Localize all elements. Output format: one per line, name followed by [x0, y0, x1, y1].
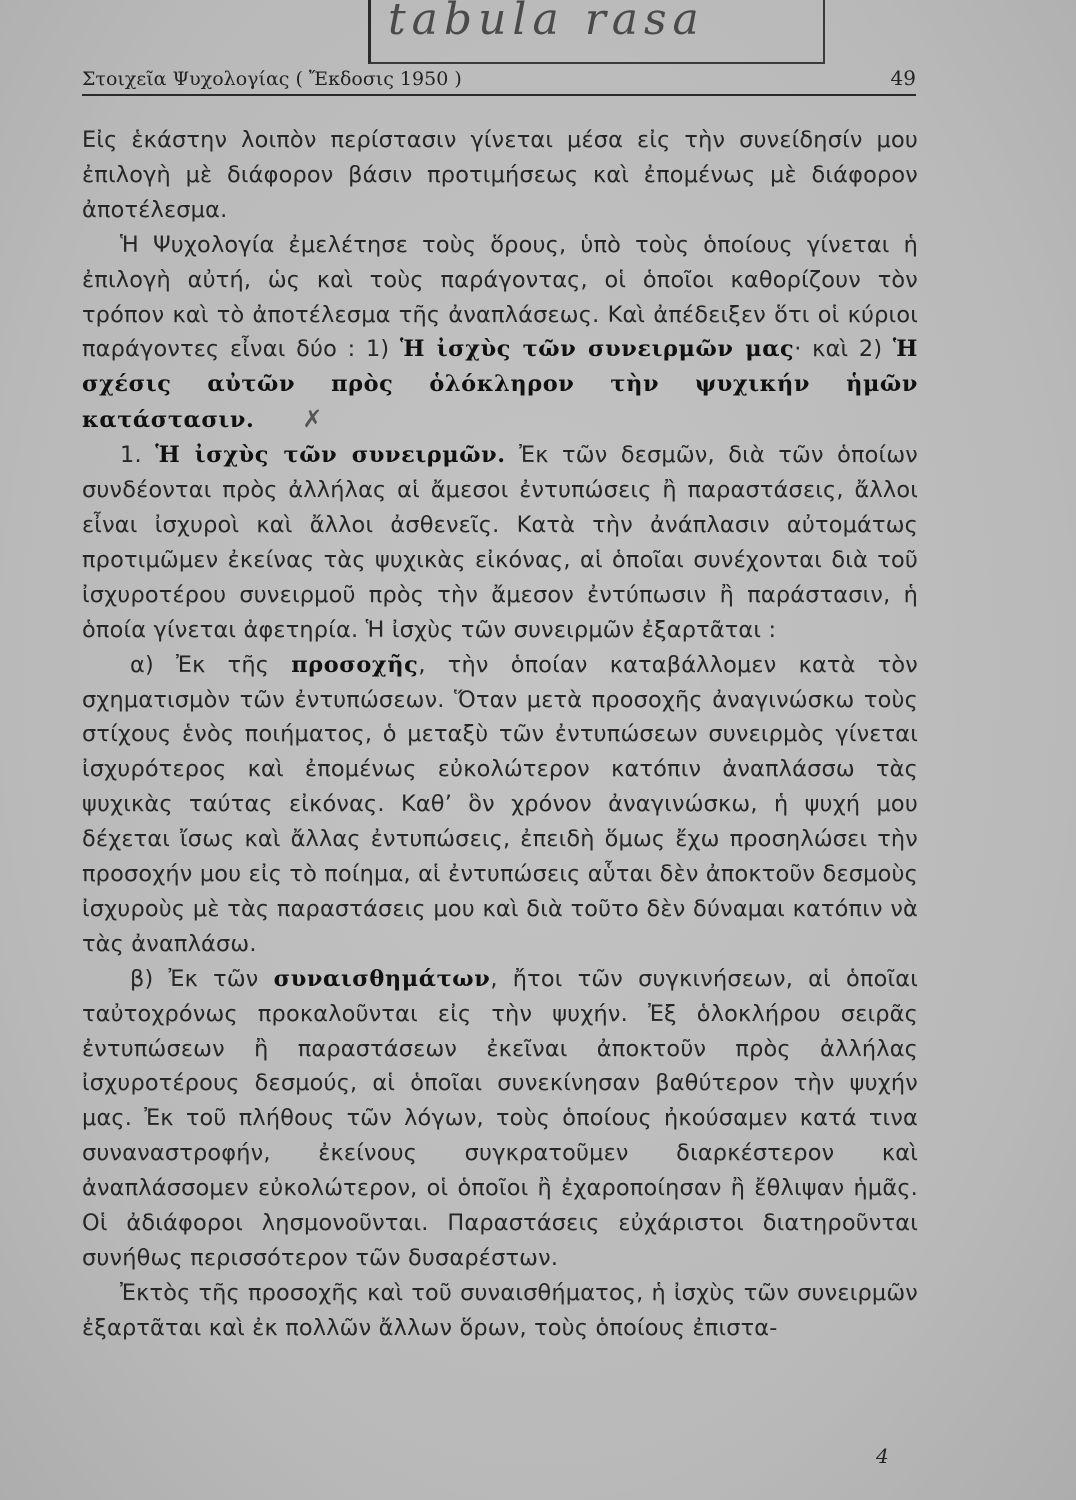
- paragraph-text: , ἤτοι τῶν συγκινήσεων, αἱ ὁποῖαι ταὐτοχρόνως προκαλοῦνται εἰς τὴν ψυχήν. Ἐξ ὁλοκλήρου σειρᾶς ἐντυπώσεων ἢ παραστάσεων ἐκεῖναι ἀποκτοῦν πρὸς ἀλλήλας ἰσχυροτέρους δεσμούς, αἱ ὁποῖαι συνεκίνησαν βαθύτερον τὴν ψυχήν μας. Ἐκ τοῦ πλήθους τῶν λόγων, τοὺς ὁποίους ἠκούσαμεν κατά τινα συναναστροφήν, ἐκείνους συγκρατοῦμεν διαρκέστερον καὶ ἀναπλάσσομεν εὐκολώτερον, οἱ ὁποῖοι ἢ ἐχαροποίησαν ἢ ἔθλιψαν ἡμᾶς. Οἱ ἀδιάφοροι λησμονοῦνται. Παραστάσεις εὐχάριστοι διατηροῦνται συνήθως περισσότερον τῶν δυσαρέστων.: [82, 965, 919, 1271]
- signature-mark: 4: [876, 1444, 889, 1468]
- paragraph: [82, 438, 918, 647]
- bold-term: συναισθημάτων: [273, 965, 491, 992]
- section-heading: Ἡ ἰσχὺς τῶν συνειρμῶν.: [155, 442, 506, 469]
- header-title: Στοιχεῖα Ψυχολογίας ( Ἔκδοσις 1950 ): [82, 68, 462, 90]
- paragraph: Εἰς ἑκάστην λοιπὸν περίστασιν γίνεται μέσα εἰς τὴν συνείδησίν μου ἐπιλογὴ μὲ διάφορον βάσιν προτιμήσεως καὶ ἐπομένως μὲ διάφορον ἀποτέλεσμα.: [82, 127, 918, 223]
- paragraph-text: · καὶ 2): [794, 336, 893, 363]
- paragraph-text: Ἐκ τῶν δεσμῶν, διὰ τῶν ὁποίων συνδέονται πρὸς ἀλλήλας αἱ ἄμεσοι ἐντυπώσεις ἢ παραστάσεις, ἄλλοι εἶναι ἰσχυροὶ καὶ ἄλλοι ἀσθενεῖς. Κατὰ τὴν ἀνάπλασιν αὐτομάτως προτιμῶμεν ἐκείνας τὰς ψυχικὰς εἰκόνας, αἱ ὁποῖαι συνέχονται διὰ τοῦ ἰσχυροτέρου συνειρμοῦ πρὸς τὴν ἄμεσον ἐντύπωσιν ἢ παράστασιν, ἡ ὁποία γίνεται ἀφετηρία. Ἡ ἰσχὺς τῶν συνειρμῶν ἐξαρτᾶται :: [82, 442, 918, 643]
- paragraph-text: , τὴν ὁποίαν καταβάλλομεν κατὰ τὸν σχηματισμὸν τῶν ἐντυπώσεων. Ὅταν μετὰ προσοχῆς ἀναγινώσκω τοὺς στίχους ἑνὸς ποιήματος, ὁ μεταξὺ τῶν ἐντυπώσεων συνειρμὸς γίνεται ἰσχυρότερος καὶ ἐπομένως εὐκολώτερον κατόπιν ἀναπλάσσω τὰς ψυχικὰς ταύτας εἰκόνας. Καθ’ ὃν χρόνον ἀναγινώσκω, ἡ ψυχή μου δέχεται ἴσως καὶ ἄλλας ἐντυπώσεις, ἐπειδὴ ὅμως ἔχω προσηλώσει τὴν προσοχήν μου εἰς τὸ ποίημα, αἱ ἐντυπώσεις αὗται δὲν ἀποκτοῦν δεσμοὺς ἰσχυροὺς μὲ τὰς παραστάσεις μου καὶ διὰ τοῦτο δὲν δύναμαι κατόπιν νὰ τὰς ἀναπλάσω.: [82, 651, 918, 957]
- bold-term: Ἡ ἰσχὺς τῶν συνειρμῶν μας: [399, 336, 795, 363]
- paragraph: [82, 962, 918, 1276]
- paragraph: Ἐκτὸς τῆς προσοχῆς καὶ τοῦ συναισθήματος, ἡ ἰσχὺς τῶν συνειρμῶν ἐξαρτᾶται καὶ ἐκ πολλῶν ἄλλων ὅρων, τοὺς ὁποίους ἐπιστα-: [82, 1279, 918, 1341]
- handwritten-annotation: tabula rasa: [388, 0, 705, 45]
- page-number: 49: [890, 66, 916, 90]
- paragraph-text: β) Ἐκ τῶν: [130, 965, 274, 992]
- bold-term: Ἡ σχέσις αὐτῶν πρὸς ὁλόκληρον τὴν ψυχικήν ἡμῶν κατάστασιν.: [82, 336, 918, 434]
- paragraph: [82, 228, 918, 438]
- paragraph-text: α) Ἐκ τῆς: [130, 651, 292, 678]
- paragraph-text: Ἡ Ψυχολογία ἐμελέτησε τοὺς ὅρους, ὑπὸ τοὺς ὁποίους γίνεται ἡ ἐπιλογὴ αὐτή, ὡς καὶ τοὺς παράγοντας, οἱ ὁποῖοι καθορίζουν τὸν τρόπον καὶ τὸ ἀποτέλεσμα τῆς ἀναπλάσεως. Καὶ ἀπέδειξεν ὅτι οἱ κύριοι παράγοντες εἶναι δύο : 1): [82, 231, 918, 363]
- paragraph-text: 1.: [120, 442, 156, 469]
- running-header: [82, 64, 916, 96]
- pencil-x-mark: ✗: [302, 405, 323, 434]
- paragraph: [82, 648, 918, 962]
- body-text: [82, 123, 918, 1346]
- bold-term: προσοχῆς: [291, 651, 419, 678]
